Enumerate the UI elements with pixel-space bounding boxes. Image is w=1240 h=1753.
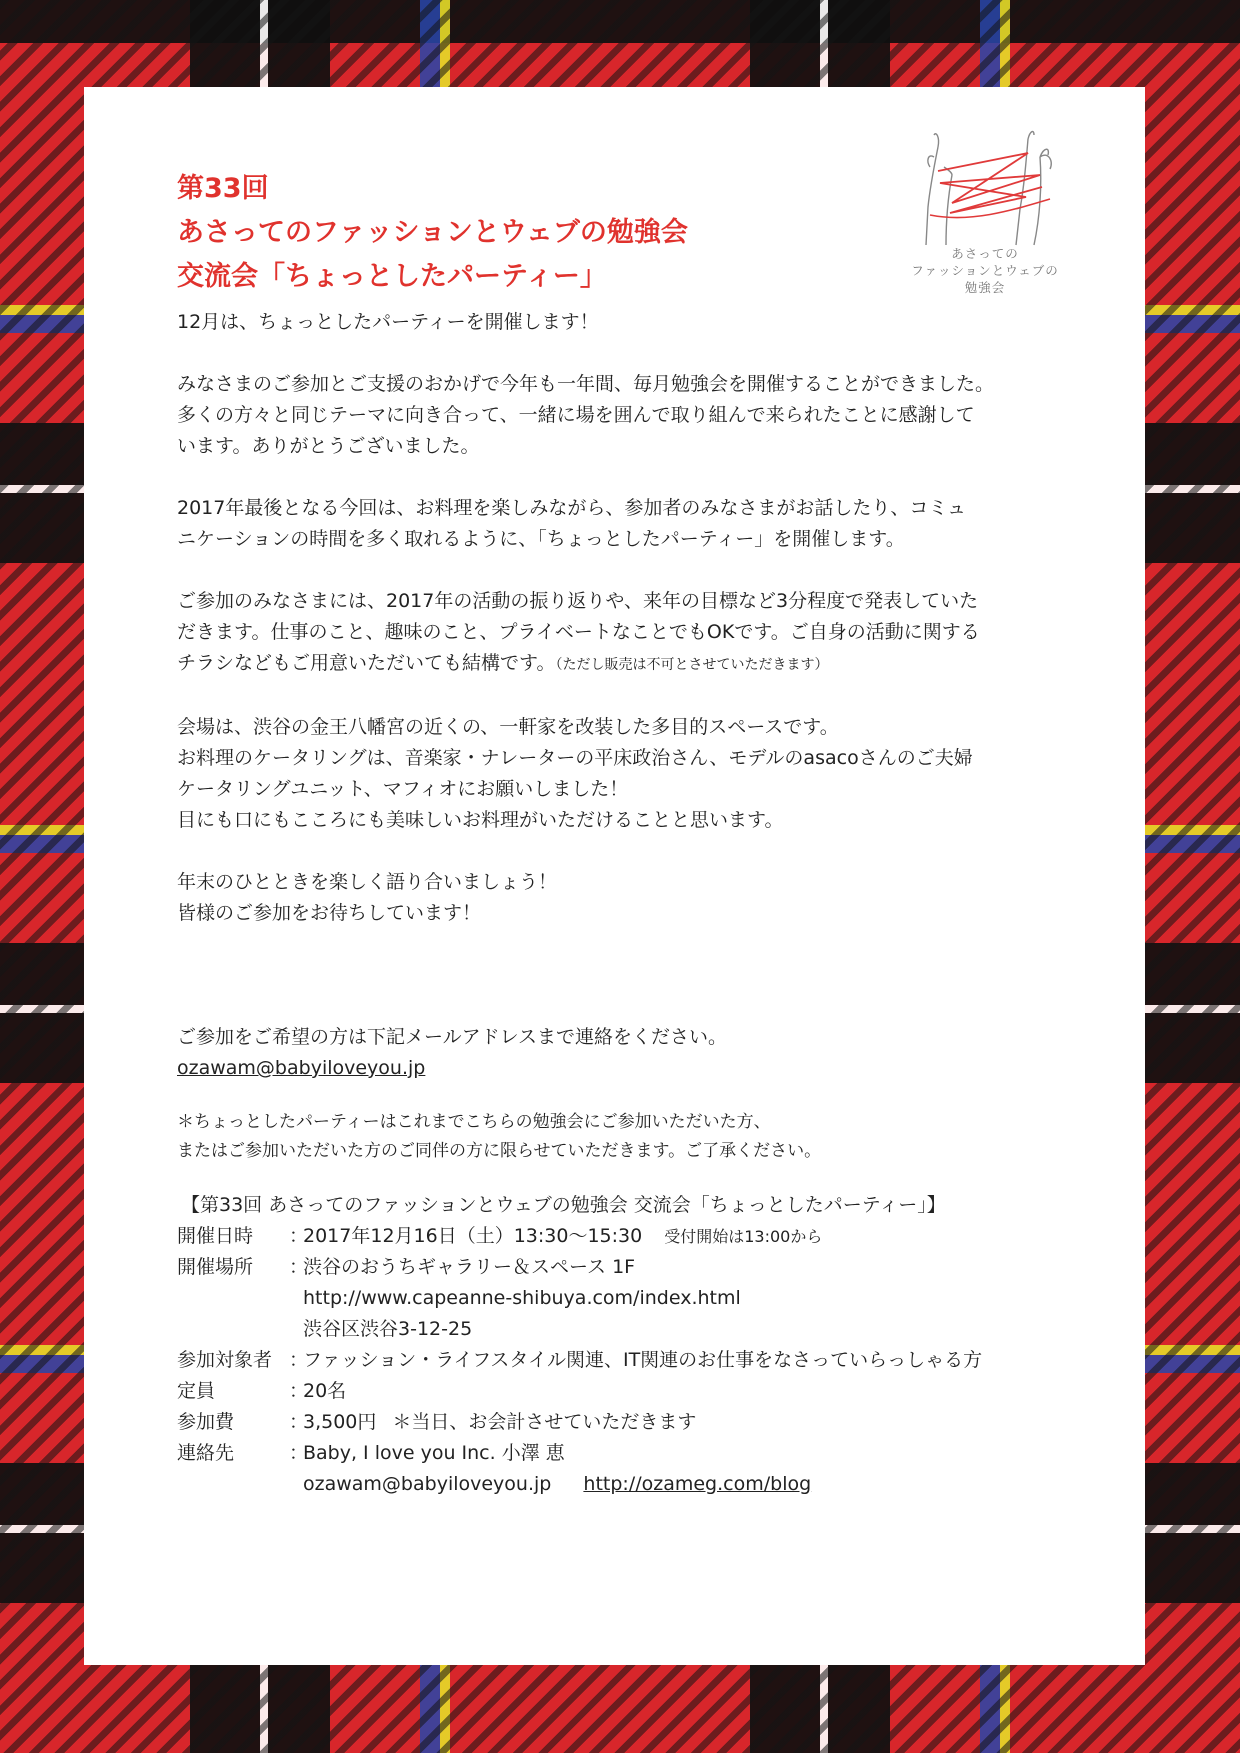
- detail-row-venue: [177, 1252, 1077, 1283]
- detail-label: 連絡先: [177, 1442, 235, 1464]
- paragraph-line: 2017年最後となる今回は、お料理を楽しみながら、参加者のみなさまがお話したり、コミュ: [177, 497, 966, 519]
- detail-label: 開催日時: [177, 1225, 254, 1247]
- contact-email[interactable]: ozawam@babyiloveyou.jp: [303, 1473, 552, 1495]
- logo-caption: [900, 245, 1070, 296]
- paragraph-line: 目にも口にもこころにも美味しいお料理がいただけることと思います。: [177, 809, 784, 831]
- closing-paragraph: [177, 867, 1077, 929]
- title-line-1: 第33回: [177, 173, 269, 204]
- detail-value: Baby, I love you Inc. 小澤 恵: [303, 1442, 565, 1464]
- event-details: [177, 1190, 1077, 1500]
- venue-paragraph: [177, 712, 1077, 836]
- paragraph-line: お料理のケータリングは、音楽家・ナレーターの平床政治さん、モデルのasacoさんのご夫婦: [177, 747, 973, 769]
- paragraph-line: 年末のひとときを楽しく語り合いましょう！: [177, 871, 558, 893]
- details-heading: 【第33回 あさってのファッションとウェブの勉強会 交流会「ちょっとしたパーティー」】: [181, 1194, 946, 1216]
- detail-value: 2017年12月16日（土）13:30〜15:30: [303, 1225, 643, 1247]
- notice-line-2: またはご参加いただいた方のご同伴の方に限らせていただきます。ご了承ください。: [177, 1141, 822, 1161]
- sales-note: （ただし販売は不可とさせていただきます）: [555, 657, 829, 673]
- paragraph-line: [177, 648, 1077, 681]
- detail-row-target: [177, 1345, 1077, 1376]
- paragraph-line: だきます。仕事のこと、趣味のこと、プライベートなことでもOKです。ご自身の活動に関する: [177, 621, 980, 643]
- detail-value: 渋谷のおうちギャラリー＆スペース 1F: [303, 1256, 636, 1278]
- party-paragraph: [177, 493, 1077, 555]
- thanks-paragraph: [177, 369, 1077, 462]
- flyer-page: [84, 87, 1145, 1665]
- paragraph-line: 多くの方々と同じテーマに向き合って、一緒に場を囲んで取り組んで来られたことに感謝して: [177, 404, 975, 426]
- flyer-title: [177, 167, 688, 299]
- flyer-body: [177, 307, 1077, 1500]
- title-line-3: 交流会「ちょっとしたパーティー」: [177, 261, 607, 292]
- paragraph-line: 皆様のご参加をお待ちしています！: [177, 902, 482, 924]
- paragraph-line: 12月は、ちょっとしたパーティーを開催します！: [177, 311, 599, 333]
- detail-label: 定員: [177, 1380, 216, 1402]
- detail-label: 開催場所: [177, 1256, 254, 1278]
- detail-note: 受付開始は13:00から: [664, 1227, 823, 1246]
- blog-link[interactable]: http://ozameg.com/blog: [583, 1473, 812, 1495]
- paragraph-line: います。ありがとうございました。: [177, 435, 480, 457]
- detail-colon: ：: [289, 1225, 309, 1247]
- detail-colon: ：: [289, 1349, 309, 1371]
- venue-url[interactable]: http://www.capeanne-shibuya.com/index.html: [303, 1287, 741, 1309]
- venue-address: 渋谷区渋谷3-12-25: [303, 1318, 473, 1340]
- detail-colon: ：: [289, 1256, 309, 1278]
- logo-caption-line-1: あさっての: [951, 246, 1019, 261]
- title-line-2: あさってのファッションとウェブの勉強会: [177, 217, 688, 248]
- detail-colon: ：: [289, 1411, 309, 1433]
- detail-colon: ：: [289, 1380, 309, 1402]
- detail-row-capacity: [177, 1376, 1077, 1407]
- paragraph-line: みなさまのご参加とご支援のおかげで今年も一年間、毎月勉強会を開催することができました。: [177, 373, 995, 395]
- detail-value: 3,500円: [303, 1411, 377, 1433]
- detail-row-contact: [177, 1438, 1077, 1469]
- detail-value: ファッション・ライフスタイル関連、IT関連のお仕事をなさっていらっしゃる方: [303, 1349, 983, 1371]
- detail-colon: ：: [289, 1442, 309, 1464]
- paragraph-line: ニケーションの時間を多く取れるように、「ちょっとしたパーティー」を開催します。: [177, 528, 905, 550]
- contact-links: [177, 1469, 1077, 1500]
- notice-line-1: ＊ちょっとしたパーティーはこれまでこちらの勉強会にご参加いただいた方、: [177, 1112, 771, 1132]
- paragraph-line: ケータリングユニット、マフィオにお願いしました！: [177, 778, 629, 800]
- paragraph-line: 会場は、渋谷の金王八幡宮の近くの、一軒家を改装した多目的スペースです。: [177, 716, 839, 738]
- detail-value: 20名: [303, 1380, 347, 1402]
- contact-email-link[interactable]: ozawam@babyiloveyou.jp: [177, 1057, 426, 1079]
- cats-cradle-hands-icon: [900, 127, 1070, 247]
- intro-paragraph: [177, 307, 1077, 338]
- logo-caption-line-3: 勉強会: [964, 280, 1006, 295]
- detail-label: 参加対象者: [177, 1349, 273, 1371]
- detail-row-date: [177, 1221, 1077, 1252]
- detail-label: 参加費: [177, 1411, 235, 1433]
- presentation-paragraph: [177, 586, 1077, 681]
- attendance-notice: [177, 1108, 1077, 1166]
- detail-row-fee: [177, 1407, 1077, 1438]
- paragraph-line-text: チラシなどもご用意いただいても結構です。: [177, 652, 556, 674]
- cats-cradle-logo: [900, 127, 1070, 302]
- spacer: [177, 960, 1077, 1022]
- paragraph-line: ご参加のみなさまには、2017年の活動の振り返りや、来年の目標など3分程度で発表していた: [177, 590, 979, 612]
- detail-note: ＊当日、お会計させていただきます: [392, 1411, 697, 1433]
- logo-caption-line-2: ファッションとウェブの: [911, 263, 1059, 278]
- contact-intro: ご参加をご希望の方は下記メールアドレスまで連絡をください。: [177, 1026, 728, 1048]
